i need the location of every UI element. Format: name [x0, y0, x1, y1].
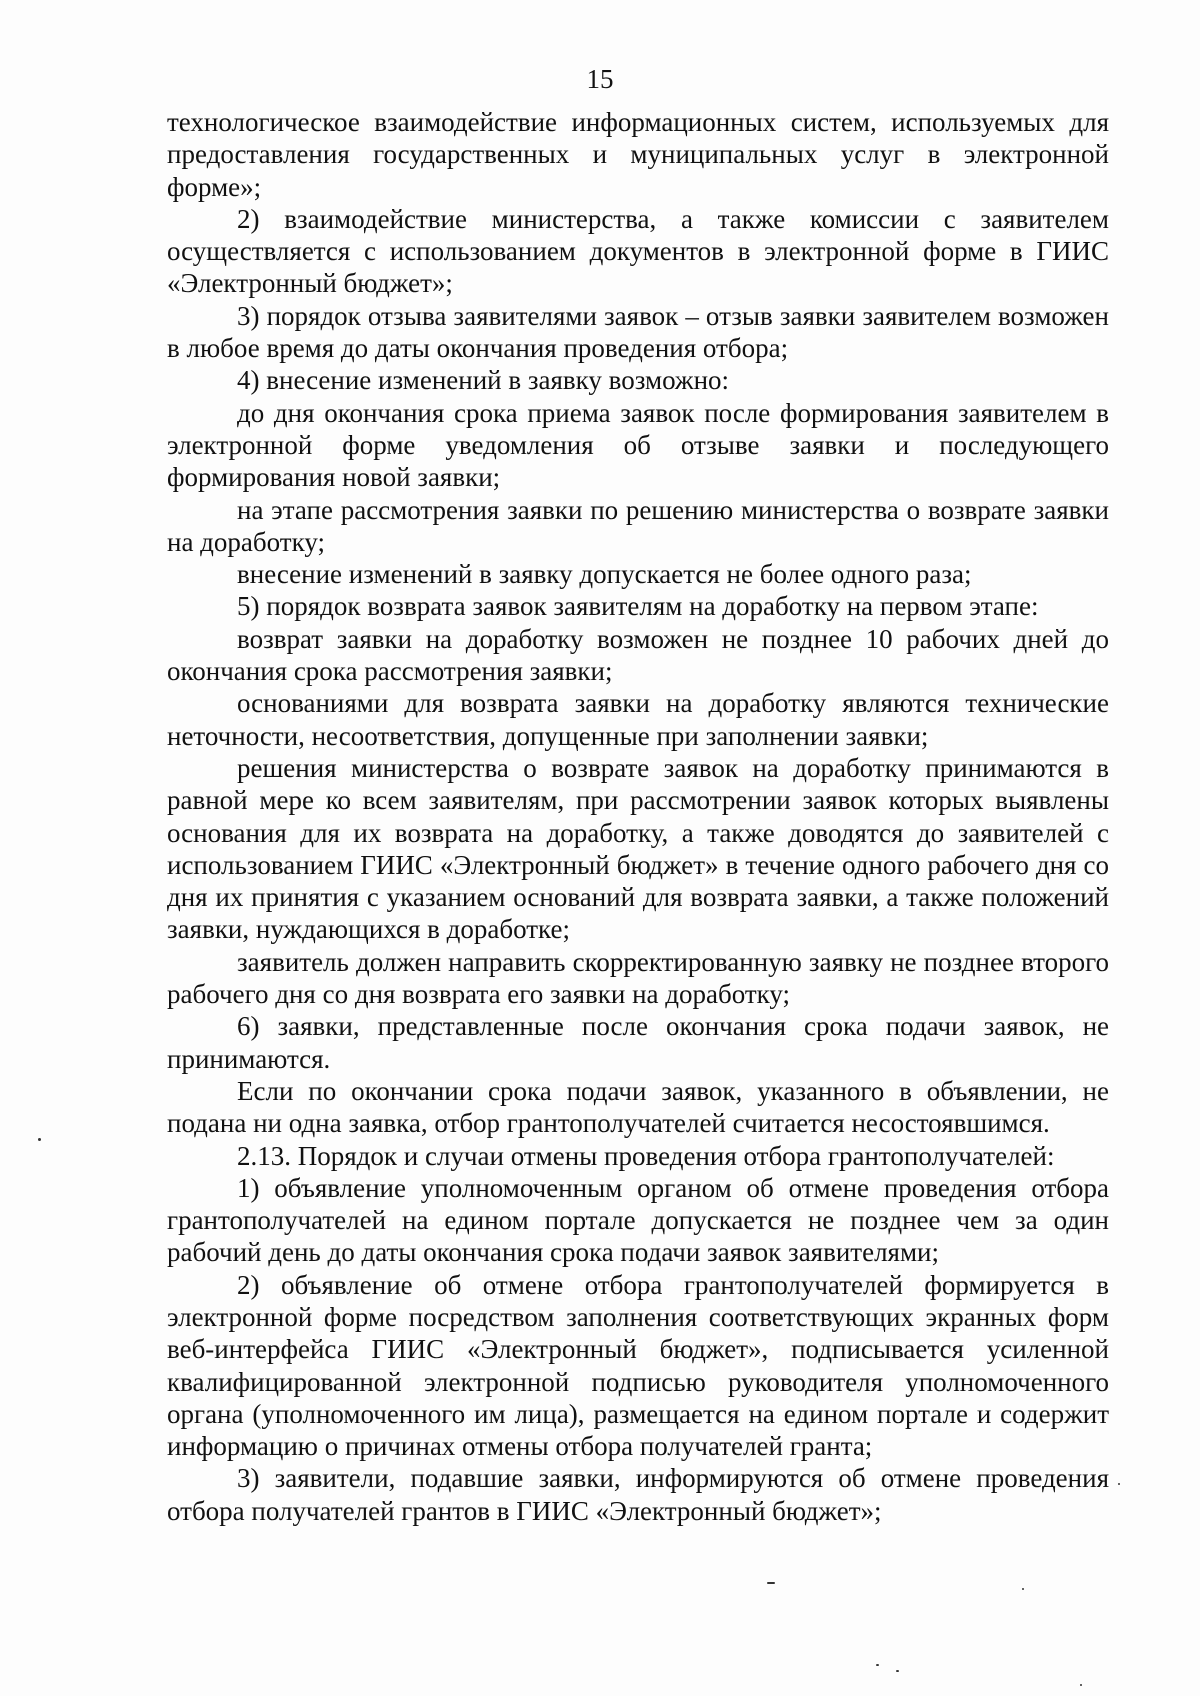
paragraph: до дня окончания срока приема заявок после формирования заявителем в электронной форме уведомления об отзыве заявки и последующего формирования новой заявки; — [167, 397, 1109, 493]
paragraph: 3) порядок отзыва заявителями заявок – отзыв заявки заявителем возможен в любое время до даты окончания проведения отбора; — [167, 300, 1109, 364]
paragraph: технологическое взаимодействие информационных систем, используемых для предоставления государственных и муниципальных услуг в электронной форме»; — [167, 107, 1109, 202]
paragraph: основаниями для возврата заявки на доработку являются технические неточности, несоответствия, допущенные при заполнении заявки; — [167, 688, 1109, 751]
paragraph: 2) объявление об отмене отбора грантополучателей формируется в электронной форме посредством заполнения соответствующих экранных форм веб-интерфейса ГИИС «Электронный бюджет», подписывается усиленной квалифицированной электронной подписью руководителя уполномоченного органа (уполномоченного им лица), размещается на едином портале и содержит информацию о причинах отмены отбора получателей гранта; — [167, 1269, 1109, 1462]
paragraph: 2.13. Порядок и случаи отмены проведения отбора грантополучателей: — [237, 1140, 1055, 1171]
paragraph: 5) порядок возврата заявок заявителям на доработку на первом этапе: — [237, 591, 1039, 622]
scan-speck — [896, 1670, 899, 1672]
scan-speck — [38, 1138, 41, 1141]
paragraph: возврат заявки на доработку возможен не позднее 10 рабочих дней до окончания срока рассмотрения заявки; — [167, 623, 1109, 687]
paragraph: внесение изменений в заявку допускается не более одного раза; — [237, 559, 972, 590]
paragraph: решения министерства о возврате заявок на доработку принимаются в равной мере ко всем заявителям, при рассмотрении заявок которых выявлены основания для их возврата на доработку, а также доводятся до заявителей с использованием ГИИС «Электронный бюджет» в течение одного рабочего дня со дня их принятия с указанием оснований для возврата заявки, а также положений заявки, нуждающихся в доработке; — [167, 752, 1109, 945]
page-number: 15 — [586, 64, 614, 94]
scan-speck — [1118, 1483, 1120, 1485]
paragraph: 1) объявление уполномоченным органом об отмене проведения отбора грантополучателей на едином портале допускается не позднее чем за один рабочий день до даты окончания срока подачи заявок заявителями; — [167, 1172, 1109, 1268]
paragraph: Если по окончании срока подачи заявок, указанного в объявлении, не подана ни одна заявка, отбор грантополучателей считается несостоявшимся. — [167, 1075, 1109, 1139]
scan-speck — [876, 1664, 879, 1666]
paragraph: 2) взаимодействие министерства, а также комиссии с заявителем осуществляется с использованием документов в электронной форме в ГИИС «Электронный бюджет»; — [167, 203, 1109, 299]
paragraph: на этапе рассмотрения заявки по решению министерства о возврате заявки на доработку; — [167, 494, 1109, 557]
document-body — [167, 106, 1109, 1527]
scan-speck — [1022, 1588, 1024, 1590]
paragraph: заявитель должен направить скорректированную заявку не позднее второго рабочего дня со дня возврата его заявки на доработку; — [167, 946, 1109, 1010]
scan-speck — [1080, 1684, 1082, 1686]
paragraph: 4) внесение изменений в заявку возможно: — [237, 365, 730, 396]
paragraph: 3) заявители, подавшие заявки, информируются об отмене проведения отбора получателей грантов в ГИИС «Электронный бюджет»; — [167, 1463, 1109, 1526]
paragraph: 6) заявки, представленные после окончания срока подачи заявок, не принимаются. — [167, 1011, 1109, 1074]
scan-speck — [767, 1582, 775, 1584]
